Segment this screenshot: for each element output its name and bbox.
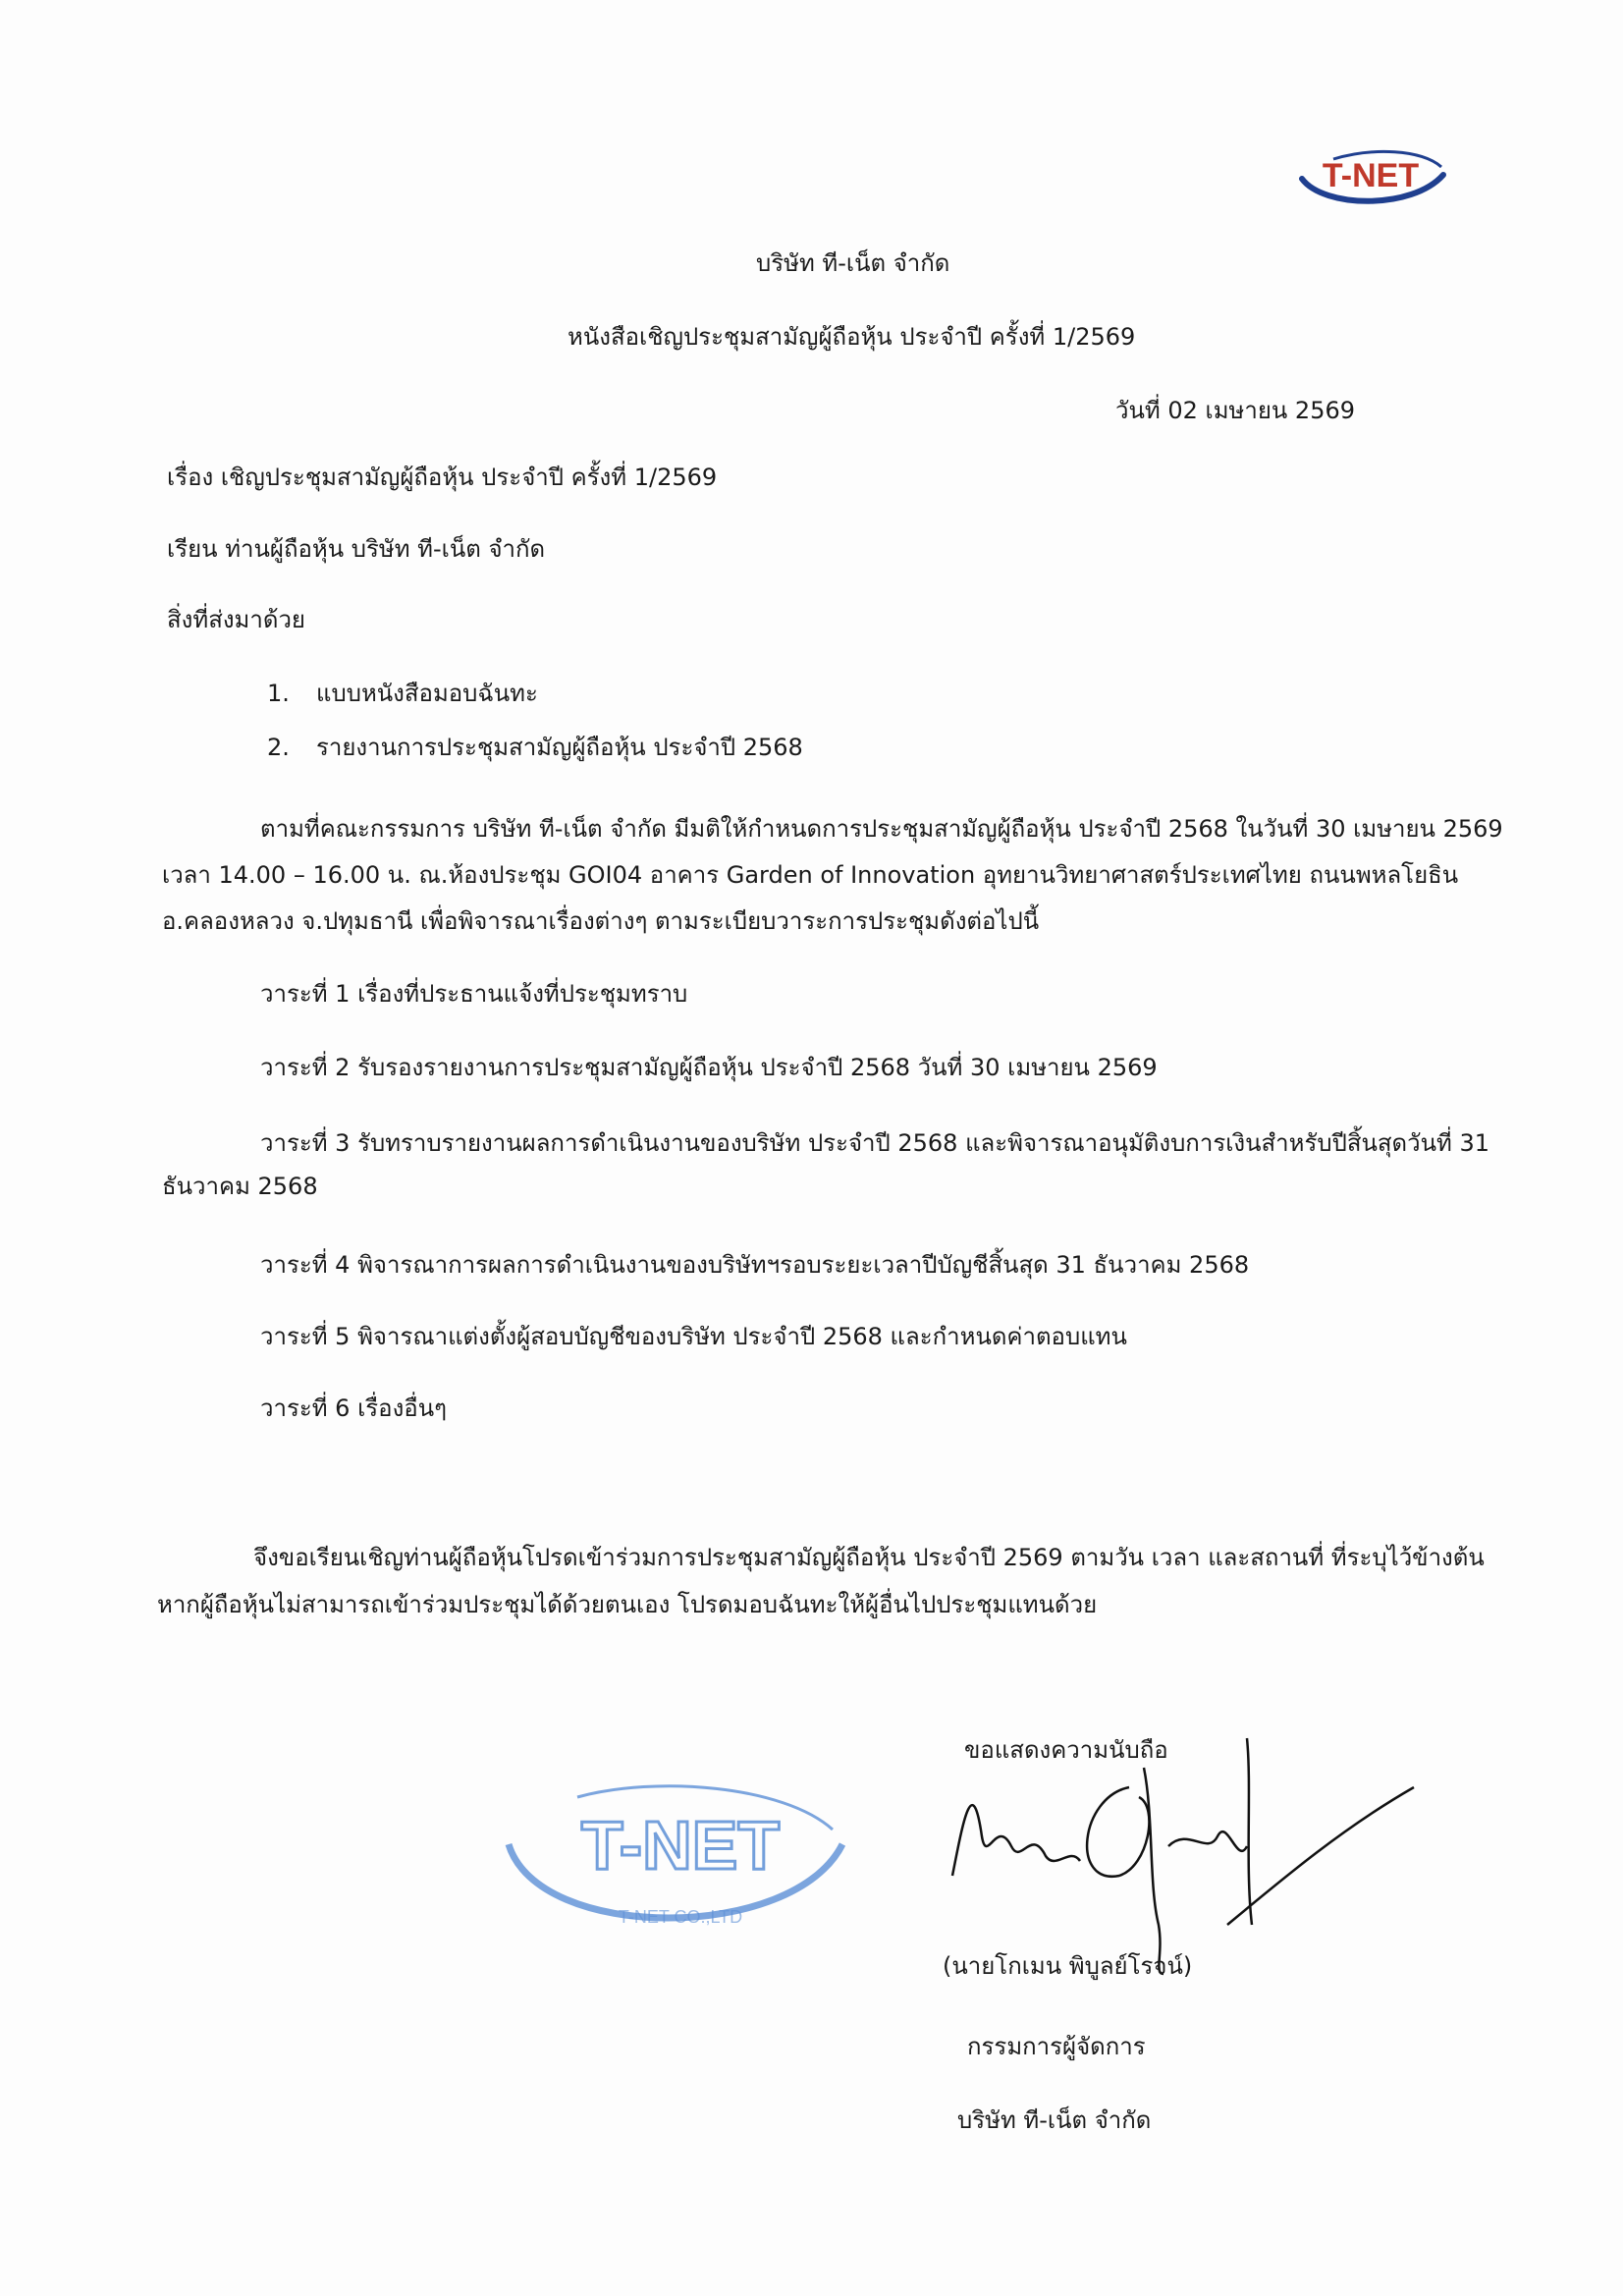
company-logo: [1294, 145, 1451, 214]
stamp-subtext: T-NET CO.,LTD: [618, 1907, 743, 1927]
document-date: วันที่ 02 เมษายน 2569: [1115, 397, 1355, 424]
enclosure-item: รายงานการประชุมสามัญผู้ถือหุ้น ประจำปี 2568: [316, 734, 803, 761]
enclosures-label: สิ่งที่ส่งมาด้วย: [167, 606, 305, 633]
agenda-item: วาระที่ 3 รับทราบรายงานผลการดำเนินงานของบริษัท ประจำปี 2568 และพิจารณาอนุมัติงบการเงินสำหรับปีสิ้นสุดวันที่ 31: [260, 1129, 1489, 1157]
signatory-name: (นายโกเมน พิบูลย์โรจน์): [943, 1952, 1193, 1980]
regards: ขอแสดงความนับถือ: [964, 1736, 1168, 1764]
intro-line: ตามที่คณะกรรมการ บริษัท ที-เน็ต จำกัด มีมติให้กำหนดการประชุมสามัญผู้ถือหุ้น ประจำปี 2568 ในวันที่ 30 เมษายน 2569: [260, 815, 1503, 843]
closing-line: จึงขอเรียนเชิญท่านผู้ถือหุ้นโปรดเข้าร่วมการประชุมสามัญผู้ถือหุ้น ประจำปี 2569 ตามวัน เวลา และสถานที่ ที่ระบุไว้ข้างต้น: [253, 1544, 1485, 1571]
subject: เรื่อง เชิญประชุมสามัญผู้ถือหุ้น ประจำปี ครั้งที่ 1/2569: [167, 464, 718, 491]
enclosure-number: 2.: [267, 734, 290, 761]
agenda-item: วาระที่ 6 เรื่องอื่นๆ: [260, 1394, 448, 1422]
header-company: บริษัท ที-เน็ต จำกัด: [756, 249, 950, 277]
signatory-company: บริษัท ที-เน็ต จำกัด: [957, 2106, 1152, 2134]
agenda-item: วาระที่ 5 พิจารณาแต่งตั้งผู้สอบบัญชีของบริษัท ประจำปี 2568 และกำหนดค่าตอบแทน: [260, 1323, 1127, 1350]
intro-line: อ.คลองหลวง จ.ปทุมธานี เพื่อพิจารณาเรื่องต่างๆ ตามระเบียบวาระการประชุมดังต่อไปนี้: [162, 907, 1040, 935]
handwritten-signature: [933, 1728, 1424, 1984]
closing-line: หากผู้ถือหุ้นไม่สามารถเข้าร่วมประชุมได้ด้วยตนเอง โปรดมอบฉันทะให้ผู้อื่นไปประชุมแทนด้วย: [157, 1591, 1098, 1618]
agenda-item: วาระที่ 2 รับรองรายงานการประชุมสามัญผู้ถือหุ้น ประจำปี 2568 วันที่ 30 เมษายน 2569: [260, 1054, 1158, 1081]
recipient: เรียน ท่านผู้ถือหุ้น บริษัท ที-เน็ต จำกัด: [167, 535, 546, 563]
stamp-text: T-NET: [580, 1807, 781, 1884]
agenda-item: วาระที่ 4 พิจารณาการผลการดำเนินงานของบริษัทฯรอบระยะเวลาปีบัญชีสิ้นสุด 31 ธันวาคม 2568: [260, 1251, 1250, 1279]
enclosure-item: แบบหนังสือมอบฉันทะ: [316, 680, 538, 707]
logo-text: T-NET: [1322, 157, 1420, 194]
company-stamp: [499, 1776, 852, 1952]
agenda-item: วาระที่ 1 เรื่องที่ประธานแจ้งที่ประชุมทราบ: [260, 980, 688, 1008]
agenda-item-continuation: ธันวาคม 2568: [162, 1173, 318, 1200]
enclosure-number: 1.: [267, 680, 290, 707]
intro-line: เวลา 14.00 – 16.00 น. ณ.ห้องประชุม GOI04 อาคาร Garden of Innovation อุทยานวิทยาศาสตร์ประเทศไทย ถนนพหลโยธิน: [162, 861, 1459, 889]
signatory-position: กรรมการผู้จัดการ: [967, 2033, 1146, 2060]
document-title: หนังสือเชิญประชุมสามัญผู้ถือหุ้น ประจำปี ครั้งที่ 1/2569: [568, 323, 1136, 351]
